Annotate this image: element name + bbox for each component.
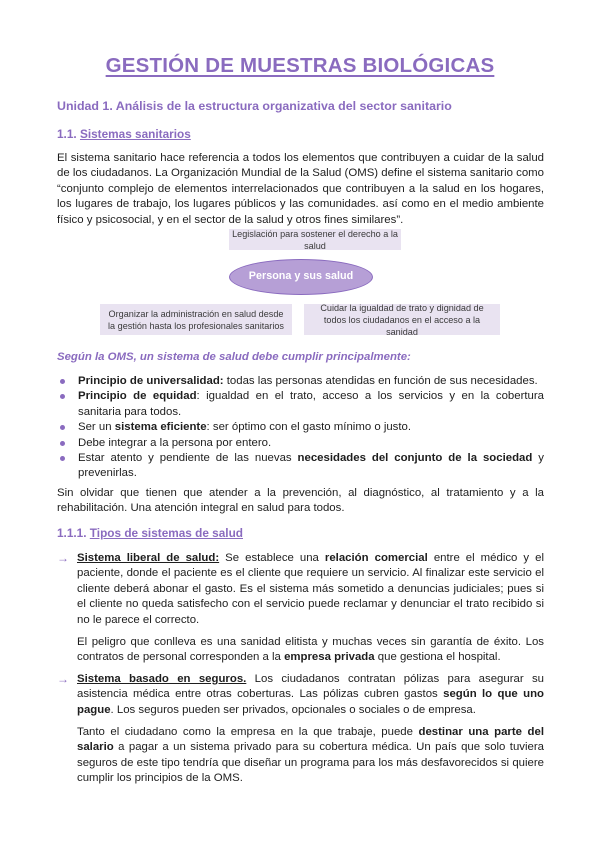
diagram-left-box: Organizar la administración en salud desde la gestión hasta los profesionales sanitarios xyxy=(100,304,292,335)
arrow-right-icon: → xyxy=(57,551,69,565)
section-heading-1-1 xyxy=(57,127,191,142)
list-item: Principio de equidad: igualdad en el trato, acceso a los servicios y en la cobertura sanitaria para todos. xyxy=(57,389,544,420)
section-heading-1-1-1 xyxy=(57,526,243,541)
document-title: GESTIÓN DE MUESTRAS BIOLÓGICAS xyxy=(105,54,495,77)
oms-principles-list xyxy=(57,374,544,482)
section-title: Sistemas sanitarios xyxy=(79,127,191,141)
diagram-center-ellipse: Persona y sus salud xyxy=(229,259,373,295)
bullet-icon xyxy=(60,379,65,384)
diagram-top-box: Legislación para sostener el derecho a la salud xyxy=(229,229,401,250)
bullet-icon xyxy=(60,425,65,430)
sistema-seguros-item: → Sistema basado en seguros. Los ciudadanos contratan pólizas para asegurar su asistencia médica entre otras coberturas. Las pólizas cubren gastos según lo que uno pague. Los seguros pueden ser privados, opcionales o sociales o de empresa. xyxy=(57,672,544,716)
bullet-icon xyxy=(60,441,65,446)
sistema-liberal-item: → Sistema liberal de salud: Se establece una relación comercial entre el médico y el paciente, donde el paciente es el cliente que requiere un servicio. Al finalizar este servicio el cliente deberá abonar el gasto. Es el sistema más sometido a denuncias judiciales; pues si el cliente no queda satisfecho con el servicio puede reclamar y denunciar el trato recibido si no le parece el correcto. xyxy=(57,551,544,626)
bullet-icon xyxy=(60,394,65,399)
section-title: Tipos de sistemas de salud xyxy=(89,526,243,540)
arrow-right-icon: → xyxy=(57,672,69,686)
oms-heading: Según la OMS, un sistema de salud debe cumplir principalmente: xyxy=(57,351,411,363)
list-item: Debe integrar a la persona por entero. xyxy=(57,436,544,451)
diagram-right-box: Cuidar la igualdad de trato y dignidad de todos los ciudadanos en el acceso a la sanidad xyxy=(304,304,500,335)
list-item: Principio de universalidad: todas las personas atendidas en función de sus necesidades. xyxy=(57,374,544,389)
section-number: 1.1. xyxy=(57,127,80,141)
sistemas-paragraph: El sistema sanitario hace referencia a todos los elementos que contribuyen a cuidar de la salud de los ciudadanos. La Organización Mundial de la Salud (OMS) define el sistema sanitario como “conjunto complejo de elementos interrelacionados que contribuyen a la salud en los hogares, los lugares de trabajo, los lugares públicos y las comunidades. así como en el medio ambiente físico y psicosocial, y en el sector de la salud y otros fines similares”. xyxy=(57,152,544,226)
list-item: Estar atento y pendiente de las nuevas necesidades del conjunto de la sociedad y prevenirlas. xyxy=(57,451,544,482)
sistema-seguros-detail: Tanto el ciudadano como la empresa en la que trabaje, puede destinar una parte del salario a pagar a un sistema privado para su cobertura médica. Un país que solo tuviera seguros de este tipo tendría que diseñar un programa para los más desfavorecidos si quiere cumplir los principios de la OMS. xyxy=(77,726,544,785)
oms-closing-paragraph: Sin olvidar que tienen que atender a la prevención, al diagnóstico, al tratamiento y a la rehabilitación. Una atención integral en salud para todos. xyxy=(57,487,544,515)
unit-heading: Unidad 1. Análisis de la estructura organizativa del sector sanitario xyxy=(57,99,452,113)
list-item: Ser un sistema eficiente: ser óptimo con el gasto mínimo o justo. xyxy=(57,420,544,435)
section-number: 1.1.1. xyxy=(57,526,90,540)
sistema-liberal-detail: El peligro que conlleva es una sanidad elitista y muchas veces sin garantía de éxito. Los contratos de personal corresponden a la empresa privada que gestiona el hospital. xyxy=(77,636,544,664)
bullet-icon xyxy=(60,456,65,461)
